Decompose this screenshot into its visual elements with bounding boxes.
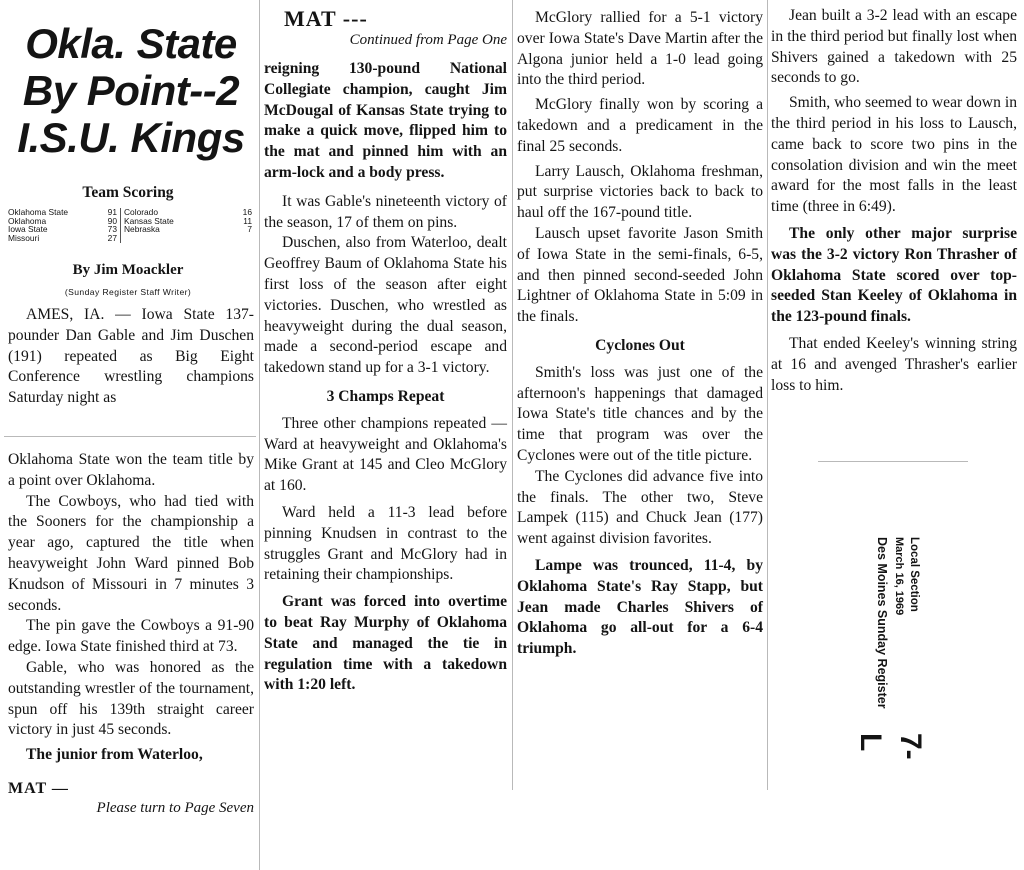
paragraph: Duschen, also from Waterloo, dealt Geoffrey Baum of Oklahoma State his first loss of the season after eight victories. Duschen, who wrestled as heavyweight during the dual season, made a second-period escape and takedown stand up for a 3-1 victory.: [264, 234, 507, 377]
paragraph: Lampe was trounced, 11-4, by Oklahoma State's Ray Stapp, but Jean made Charles Shivers of Oklahoma go all-out for a 6-4 triumph.: [517, 556, 763, 658]
team-score: 16: [242, 207, 252, 217]
score-row: [8, 225, 254, 234]
team-name: Kansas State: [124, 215, 174, 226]
jump-head: MAT —: [8, 779, 69, 797]
headline: [6, 20, 256, 161]
paragraph: Smith's loss was just one of the afternoon's happenings that damaged Iowa State's title chances and by the time that program was over the Cyclones were out of the title picture.: [517, 363, 763, 464]
paragraph: The pin gave the Cowboys a 91-90 edge. Iowa State finished third at 73.: [8, 617, 254, 656]
column-1-body: [8, 450, 254, 817]
team-score: 7: [247, 224, 252, 235]
column-rule: [259, 0, 260, 870]
headline-line: I.S.U. Kings: [17, 114, 245, 161]
column-rule: [512, 0, 513, 790]
subhead: 3 Champs Repeat: [326, 387, 445, 405]
team-score: 11: [243, 215, 252, 226]
byline-affiliation: (Sunday Register Staff Writer): [64, 287, 192, 297]
clipping-stamp-text: [854, 537, 932, 767]
paragraph: Gable, who was honored as the outstanding wrestler of the tournament, spun off his 139th straight career victory in just 45 seconds.: [8, 658, 254, 739]
team-scoring-title: Team Scoring: [82, 184, 174, 201]
continued-from: Continued from Page One: [349, 32, 507, 48]
stamp-section: Local Section: [908, 537, 920, 612]
headline-line: By Point--2: [22, 67, 240, 114]
paragraph: Lausch upset favorite Jason Smith of Iowa State in the semi-finals, 6-5, and then pinned second-seeded John Lightner of Oklahoma State in 5:09 in the finals.: [517, 224, 763, 326]
stamp-paper: Des Moines Sunday Register: [875, 537, 889, 709]
paragraph: The Cyclones did advance five into the finals. The other two, Steve Lampek (115) and Chuck Jean (177) went against division favorites.: [517, 467, 763, 548]
paragraph: That ended Keeley's winning string at 16 and avenged Thrasher's earlier loss to him.: [771, 334, 1017, 394]
paragraph: McGlory finally won by scoring a takedown and a predicament in the final 25 seconds.: [517, 96, 763, 155]
column-2: [264, 6, 507, 696]
paragraph: McGlory rallied for a 5-1 victory over Iowa State's Dave Martin after the Algona junior held a 1-0 lead going into the third period.: [517, 9, 763, 89]
column-4: [771, 6, 1017, 396]
paragraph: Oklahoma State won the team title by a point over Oklahoma.: [8, 451, 254, 489]
subhead: Cyclones Out: [595, 336, 685, 354]
team-score: 73: [103, 225, 121, 234]
jump-line: Please turn to Page Seven: [96, 799, 254, 816]
headline-box-rule: [4, 436, 256, 437]
paragraph: The only other major surprise was the 3-2 victory Ron Thrasher of Oklahoma State scored over top-seeded Stan Keeley of Oklahoma in the 123-pound finals.: [771, 224, 1017, 326]
paragraph: Grant was forced into overtime to beat Ray Murphy of Oklahoma State and managed the tie in regulation time with a takedown with 1:20 left.: [264, 593, 507, 694]
paragraph: Jean built a 3-2 lead with an escape in the third period but finally lost when Shivers gained a takedown with 25 seconds to go.: [771, 7, 1017, 87]
paragraph: reigning 130-pound National Collegiate champion, caught Jim McDougal of Kansas State trying to make a quick move, flipped him to the mat and pinned him with an arm-lock and a body press.: [264, 60, 507, 181]
paragraph: Three other champions repeated — Ward at heavyweight and Oklahoma's Mike Grant at 145 and Cleo McGlory at 160.: [264, 414, 507, 495]
column-1-lead: [8, 305, 254, 409]
team-name: Iowa State: [8, 224, 48, 235]
byline: By Jim Moackler: [72, 262, 184, 278]
paragraph: The Cowboys, who had tied with the Sooners for the championship a year ago, captured the title when heavyweight John Ward pinned Bob Knudson of Missouri in 7 minutes 3 seconds.: [8, 492, 254, 614]
team-name: Oklahoma State: [8, 207, 69, 217]
paragraph: Larry Lausch, Oklahoma freshman, put surprise victories back to back to haul off the 167-pound title.: [517, 162, 763, 222]
stamp-page: 7-L: [854, 733, 927, 760]
team-name: Missouri: [8, 233, 40, 244]
paragraph: It was Gable's nineteenth victory of the season, 17 of them on pins.: [264, 192, 507, 231]
team-score: 91: [103, 208, 121, 217]
headline-line: Okla. State: [25, 20, 237, 67]
score-row: [8, 234, 254, 243]
column-rule: [767, 0, 768, 790]
lead-paragraph: AMES, IA. — Iowa State 137-pounder Dan Gable and Jim Duschen (191) repeated as Big Eight Conference wrestling champions Saturday night as: [8, 306, 254, 407]
column-3: [517, 8, 763, 660]
paragraph: Ward held a 11-3 lead before pinning Knudsen in contrast to the struggles Grant and McGlory had in retaining their championships.: [264, 503, 507, 584]
end-rule: [818, 461, 968, 462]
stamp-date: March 16, 1969: [893, 537, 905, 616]
team-name: Nebraska: [124, 224, 160, 235]
paragraph: Smith, who seemed to wear down in the third period in his loss to Lausch, came back to score two pins in the consolation division and win the meet award for the most falls in the least time (three in 6:49).: [771, 94, 1017, 216]
team-name: Oklahoma: [8, 215, 47, 226]
clipping-stamp: [854, 537, 932, 767]
team-score: 27: [103, 234, 121, 243]
team-score: 90: [103, 217, 121, 226]
team-score: [224, 234, 252, 243]
team-name: Colorado: [124, 207, 158, 217]
team-name: [121, 234, 224, 243]
continuation-head: MAT ---: [284, 6, 368, 31]
team-scoring-table: [8, 208, 254, 243]
paragraph: The junior from Waterloo,: [26, 746, 203, 764]
